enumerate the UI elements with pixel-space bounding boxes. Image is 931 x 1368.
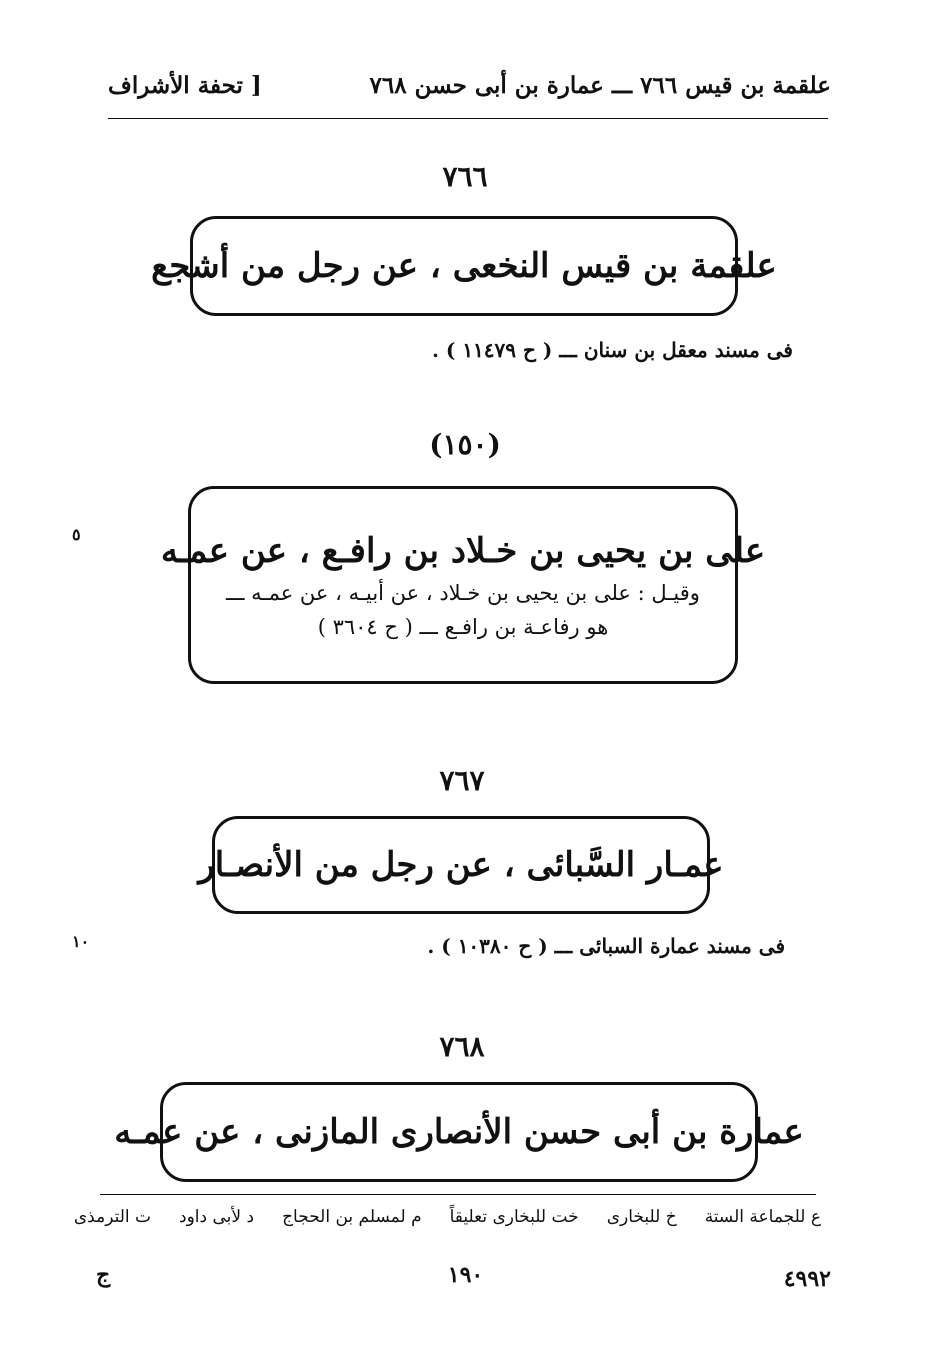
legend-item: خت للبخارى تعليقاً [449,1207,579,1227]
margin-line-number: ٥ [72,525,81,544]
margin-line-number: ١٠ [72,932,90,951]
entry-note: فى مسند معقل بن سنان ـــ ( ح ١١٤٧٩ ) . [431,338,793,362]
entry-number: ٧٦٦ [442,160,488,193]
entry-number: (١٥٠) [429,428,501,461]
header-rule [108,118,828,119]
narrator-box [198,816,724,914]
narrator-title: علقمة بن قيس النخعى ، عن رجل من أشجع [151,246,777,286]
entry-number: ٧٦٨ [439,1030,485,1063]
legend-item: ع للجماعة الستة [704,1207,821,1227]
narrator-subnote: هو رفاعـة بن رافـع ـــ ( ح ٣٦٠٤ ) [317,615,609,639]
page-number: ١٩٠ [447,1262,484,1288]
narrator-subnote: وقيـل : على بن يحيى بن خـلاد ، عن أبيـه ، عن عمـه ـــ [226,581,700,605]
legend-item: خ للبخارى [606,1207,677,1227]
narrator-title: عمـار السَّبائى ، عن رجل من الأنصـار [198,845,724,885]
narrator-title: عمارة بن أبى حسن الأنصارى المازنى ، عن عمـه [114,1112,804,1152]
narrator-box [114,1082,804,1182]
narrator-box [151,216,777,316]
running-header-title: علقمة بن قيس ٧٦٦ ـــ عمارة بن أبى حسن ٧٦٨ [369,72,831,99]
signature-mark: ج [96,1262,111,1288]
running-header-book: [ تحفة الأشراف [108,72,262,99]
legend-item: د لأبى داود [179,1207,255,1227]
legend-item: م لمسلم بن الحجاج [282,1207,422,1227]
footer-rule [100,1194,816,1195]
legend-item: ت الترمذى [73,1207,152,1227]
narrator-title: على بن يحيى بن خـلاد بن رافـع ، عن عمـه [160,531,766,571]
entry-note: فى مسند عمارة السبائى ـــ ( ح ١٠٣٨٠ ) . [427,934,785,958]
sigla-legend [74,1207,821,1227]
volume-page-number: ٤٩٩٢ [783,1266,831,1292]
narrator-box [160,486,766,684]
entry-number: ٧٦٧ [439,764,485,797]
